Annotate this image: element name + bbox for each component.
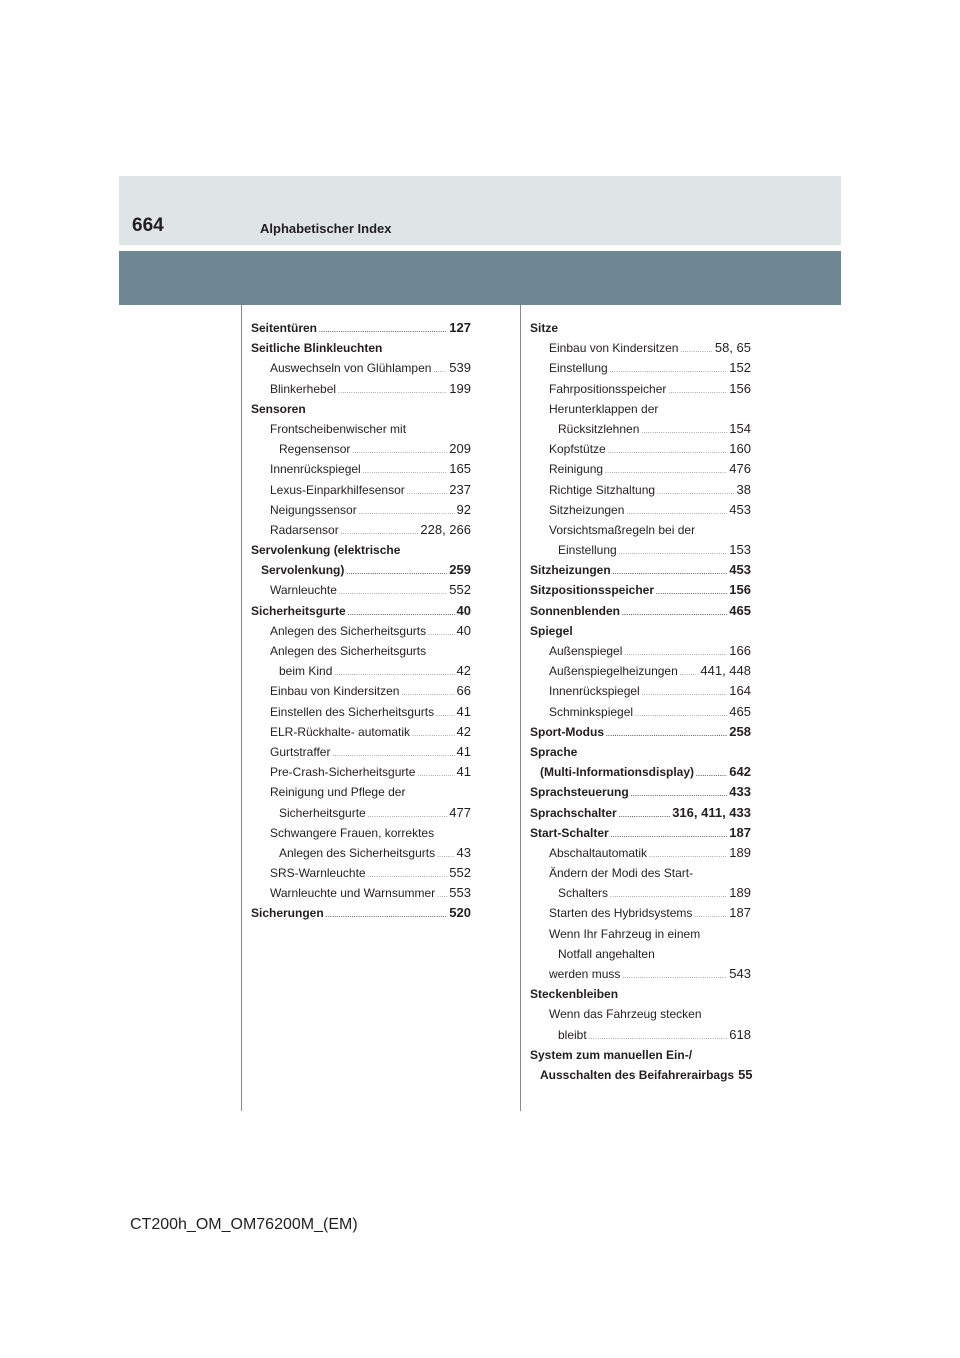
index-entry — [251, 782, 471, 802]
index-entry-term: Sitzheizungen — [549, 502, 625, 517]
dot-leader — [680, 341, 712, 361]
index-entry-page: 316, 411, 433 — [672, 804, 751, 820]
index-entry — [251, 338, 471, 358]
index-entry-term: Sprachschalter — [530, 805, 617, 820]
index-entry — [530, 338, 751, 358]
index-entry-page: 441, 448 — [700, 663, 751, 679]
index-entry — [530, 863, 751, 883]
index-entry-term: Kopfstütze — [549, 442, 606, 457]
index-entry-term: Einstellen des Sicherheitsgurts — [270, 704, 435, 719]
page-title: Alphabetischer Index — [260, 221, 392, 236]
index-entry-page: 41 — [456, 703, 471, 719]
dot-leader — [352, 442, 447, 462]
index-entry-term: Sicherheitsgurte — [251, 603, 346, 618]
index-entry — [530, 459, 751, 479]
index-entry-term: Sprache — [530, 744, 578, 759]
index-entry — [530, 358, 751, 378]
index-entry — [530, 883, 751, 903]
index-entry-page: 187 — [729, 824, 751, 840]
dot-leader — [326, 906, 448, 926]
index-entry — [530, 540, 751, 560]
header-bar — [119, 251, 841, 305]
index-entry — [530, 762, 751, 782]
index-entry-page: 92 — [456, 501, 471, 517]
index-entry — [530, 1045, 751, 1065]
dot-leader — [656, 583, 727, 603]
index-entry-term: Sensoren — [251, 401, 306, 416]
dot-leader — [635, 705, 727, 725]
index-entry-term: Sitzpositionsspeicher — [530, 583, 655, 598]
dot-leader — [433, 361, 447, 381]
index-entry — [251, 379, 471, 399]
index-entry-page: 258 — [729, 723, 751, 739]
index-entry — [251, 480, 471, 500]
dot-leader — [428, 624, 454, 644]
index-entry — [530, 1025, 751, 1045]
dot-leader — [619, 806, 670, 826]
index-entry — [530, 823, 751, 843]
index-entry-term: werden muss — [549, 967, 621, 981]
index-entry-term: Notfall angehalten — [558, 946, 655, 961]
index-entry-page: 58, 65 — [714, 340, 751, 356]
index-entry-page: 164 — [729, 683, 751, 699]
index-entry-term: Richtige Sitzhaltung — [549, 482, 656, 497]
index-entry-term: Rücksitzlehnen — [558, 421, 640, 436]
index-entry-term: Sprachsteuerung — [530, 785, 629, 800]
index-entry — [530, 843, 751, 863]
index-entry-page: 156 — [729, 582, 751, 598]
index-entry-term: Servolenkung) — [261, 563, 345, 578]
index-entry-term: Herunterklappen der — [549, 401, 659, 416]
index-entry — [530, 722, 751, 742]
dot-leader — [407, 483, 448, 503]
index-entry-term: Seitliche Blinkleuchten — [251, 341, 383, 356]
index-entry-term: Wenn das Fahrzeug stecken — [549, 1007, 702, 1022]
index-entry-term: Einbau von Kindersitzen — [549, 341, 679, 356]
index-entry-term: Regensensor — [279, 442, 351, 457]
index-entry — [251, 358, 471, 378]
index-entry-page: 209 — [449, 441, 471, 457]
page-number: 664 — [132, 215, 164, 236]
index-entry-term: Spiegel — [530, 623, 573, 638]
dot-leader — [622, 967, 727, 987]
index-entry-page: 154 — [729, 420, 751, 436]
index-entry — [251, 863, 471, 883]
index-entry — [251, 439, 471, 459]
index-entry-term: Reinigung — [549, 462, 604, 477]
index-entry-term: System zum manuellen Ein-/ — [530, 1047, 693, 1062]
index-entry-term: Sitzheizungen — [530, 563, 611, 578]
index-entry-page: 153 — [729, 542, 751, 558]
dot-leader — [412, 725, 454, 745]
index-entry-term: Warnleuchte — [270, 583, 337, 598]
index-entry-term: Anlegen des Sicherheitsgurts — [279, 845, 436, 860]
index-entry — [251, 520, 471, 540]
index-column-left — [251, 318, 471, 924]
dot-leader — [641, 422, 727, 442]
index-entry — [530, 621, 751, 641]
index-entry-term: Neigungssensor — [270, 502, 357, 517]
index-entry — [530, 641, 751, 661]
dot-leader — [642, 684, 728, 704]
index-entry-page: 166 — [729, 643, 751, 658]
dot-leader — [619, 543, 728, 563]
dot-leader — [339, 583, 447, 603]
index-entry-term: SRS-Warnleuchte — [270, 866, 366, 881]
index-entry-term: Starten des Hybridsystems — [549, 906, 693, 921]
index-entry-term: Einstellung — [549, 361, 608, 376]
index-entry-term: beim Kind — [279, 664, 333, 679]
index-entry-term: bleibt — [558, 1027, 587, 1042]
index-entry — [530, 702, 751, 722]
index-entry-page: 189 — [729, 844, 751, 860]
index-entry — [251, 500, 471, 520]
index-entry — [251, 540, 471, 560]
index-entry — [530, 903, 751, 923]
index-entry-term: Vorsichtsmaßregeln bei der — [549, 522, 696, 537]
index-entry — [251, 318, 471, 338]
index-entry — [530, 782, 751, 802]
index-entry-page: 43 — [456, 844, 471, 860]
index-entry-page: 199 — [449, 380, 471, 396]
column-divider-right — [520, 305, 521, 1111]
index-entry-page: 127 — [449, 320, 471, 335]
index-entry-term: Innenrückspiegel — [549, 684, 640, 699]
index-entry-page: 553 — [449, 885, 471, 901]
index-entry-term: Anlegen des Sicherheitsgurts — [270, 644, 427, 658]
index-entry — [251, 621, 471, 641]
index-entry-term: Sicherheitsgurte — [279, 805, 366, 820]
index-entry-term: Ausschalten des Beifahrerairbags — [540, 1067, 735, 1082]
index-entry — [251, 419, 471, 439]
index-entry — [530, 964, 751, 984]
index-entry-term: Schminkspiegel — [549, 704, 634, 719]
dot-leader — [696, 765, 727, 785]
index-entry-page: 453 — [729, 562, 751, 578]
index-entry-term: Radarsensor — [270, 522, 339, 537]
index-entry-term: Innenrückspiegel — [270, 462, 361, 477]
index-entry-term: Sicherungen — [251, 906, 324, 921]
index-entry-page: 165 — [449, 461, 471, 477]
index-entry-page: 38 — [736, 481, 751, 497]
index-entry — [251, 883, 471, 903]
index-entry-term: Frontscheibenwischer mit — [270, 421, 407, 436]
index-entry-term: Gurtstraffer — [270, 744, 331, 759]
index-entry — [251, 399, 471, 419]
dot-leader — [622, 604, 727, 624]
index-entry-term: Sonnenblenden — [530, 603, 620, 618]
index-entry-term: Pre-Crash-Sicherheitsgurte — [270, 765, 416, 780]
index-entry-term: Fahrpositionsspeicher — [549, 381, 667, 396]
index-entry — [530, 803, 751, 823]
index-entry-term: Ändern der Modi des Start- — [549, 866, 694, 881]
index-entry-term: Einstellung — [558, 543, 617, 558]
index-entry — [251, 459, 471, 479]
index-column-right — [530, 318, 751, 1085]
index-entry-page: 41 — [456, 743, 471, 759]
index-entry — [251, 742, 471, 762]
index-entry-page: 552 — [449, 582, 471, 598]
index-entry — [251, 843, 471, 863]
index-entry — [251, 580, 471, 600]
index-entry-term: Außenspiegelheizungen — [549, 664, 678, 679]
index-entry — [530, 480, 751, 500]
dot-leader — [437, 886, 447, 906]
index-entry-page: 228, 266 — [420, 521, 471, 537]
index-entry-term: Abschaltautomatik — [549, 845, 648, 860]
index-entry — [530, 1065, 751, 1085]
header-band — [119, 176, 841, 245]
index-entry-page: 539 — [449, 360, 471, 376]
index-entry-term: (Multi-Informationsdisplay) — [540, 765, 694, 780]
index-entry — [251, 803, 471, 823]
column-divider-left — [241, 305, 242, 1111]
index-entry — [251, 762, 471, 782]
dot-leader — [680, 664, 699, 684]
index-entry — [530, 520, 751, 540]
index-entry-page: 187 — [729, 905, 751, 921]
index-entry-page: 55 — [738, 1066, 753, 1082]
index-entry — [251, 661, 471, 681]
index-entry-term: Anlegen des Sicherheitsgurts — [270, 623, 427, 638]
index-entry — [530, 399, 751, 419]
dot-leader — [346, 563, 447, 583]
index-entry-term: Sitze — [530, 321, 559, 335]
index-entry-term: Warnleuchte und Warnsummer — [270, 886, 436, 901]
index-entry-term: Lexus-Einparkhilfesensor — [270, 482, 405, 497]
index-entry-page: 618 — [729, 1026, 751, 1042]
index-entry-term: Start-Schalter — [530, 825, 609, 840]
index-entry — [251, 681, 471, 701]
index-entry-term: Schwangere Frauen, korrektes — [270, 825, 435, 840]
index-entry — [530, 560, 751, 580]
index-entry-page: 160 — [729, 441, 751, 457]
dot-leader — [608, 442, 728, 462]
index-entry — [530, 601, 751, 621]
index-entry — [530, 1004, 751, 1024]
index-entry-term: Reinigung und Pflege der — [270, 785, 406, 800]
dot-leader — [417, 765, 454, 785]
index-entry-term: Auswechseln von Glühlampen — [270, 361, 432, 376]
index-entry — [530, 661, 751, 681]
index-entry-page: 40 — [456, 622, 471, 638]
index-entry — [530, 681, 751, 701]
dot-leader — [338, 382, 447, 402]
index-entry — [530, 500, 751, 520]
index-entry-term: Schalters — [558, 886, 609, 901]
index-entry-page: 520 — [449, 905, 471, 921]
index-entry-page: 42 — [456, 663, 471, 679]
index-entry-page: 237 — [449, 481, 471, 497]
index-entry — [530, 944, 751, 964]
index-entry-page: 152 — [729, 360, 751, 376]
index-entry — [530, 742, 751, 762]
index-entry-term: Wenn Ihr Fahrzeug in einem — [549, 926, 701, 941]
index-entry — [251, 903, 471, 923]
index-entry-page: 477 — [449, 804, 471, 820]
index-entry-page: 156 — [729, 380, 751, 396]
index-entry-page: 453 — [729, 501, 751, 517]
index-entry — [530, 419, 751, 439]
index-entry-term: Außenspiegel — [549, 644, 623, 658]
index-entry-page: 476 — [729, 461, 751, 477]
index-entry-page: 40 — [456, 602, 471, 618]
index-entry-term: Sport-Modus — [530, 724, 604, 739]
index-entry-page: 465 — [729, 602, 751, 618]
index-entry-term: ELR-Rückhalte- automatik — [270, 724, 411, 739]
index-entry-page: 42 — [456, 723, 471, 739]
index-entry-term: Seitentüren — [251, 321, 318, 335]
index-entry-page: 41 — [456, 764, 471, 780]
index-entry-term: Servolenkung (elektrische — [251, 543, 401, 558]
dot-leader — [668, 382, 727, 402]
index-entry — [251, 601, 471, 621]
dot-leader — [606, 725, 727, 745]
index-entry — [251, 641, 471, 661]
index-entry — [251, 560, 471, 580]
index-entry — [251, 722, 471, 742]
dot-leader — [436, 705, 454, 725]
dot-leader — [657, 483, 734, 503]
document-code: CT200h_OM_OM76200M_(EM) — [130, 1216, 358, 1233]
index-entry — [530, 318, 751, 338]
index-entry — [251, 823, 471, 843]
index-entry-page: 543 — [729, 966, 751, 981]
index-entry — [251, 702, 471, 722]
index-entry — [530, 580, 751, 600]
index-entry-page: 642 — [729, 764, 751, 780]
index-entry-page: 433 — [729, 784, 751, 800]
index-entry — [530, 984, 751, 1004]
index-entry-term: Blinkerhebel — [270, 381, 337, 396]
index-entry — [530, 439, 751, 459]
index-entry-page: 259 — [449, 562, 471, 578]
index-entry-term: Einbau von Kindersitzen — [270, 684, 400, 699]
index-entry — [530, 924, 751, 944]
index-entry-page: 189 — [729, 885, 751, 901]
index-entry-page: 552 — [449, 865, 471, 881]
index-entry-page: 66 — [456, 683, 471, 699]
index-entry-page: 465 — [729, 703, 751, 719]
index-entry-term: Steckenbleiben — [530, 987, 619, 1002]
index-entry — [530, 379, 751, 399]
